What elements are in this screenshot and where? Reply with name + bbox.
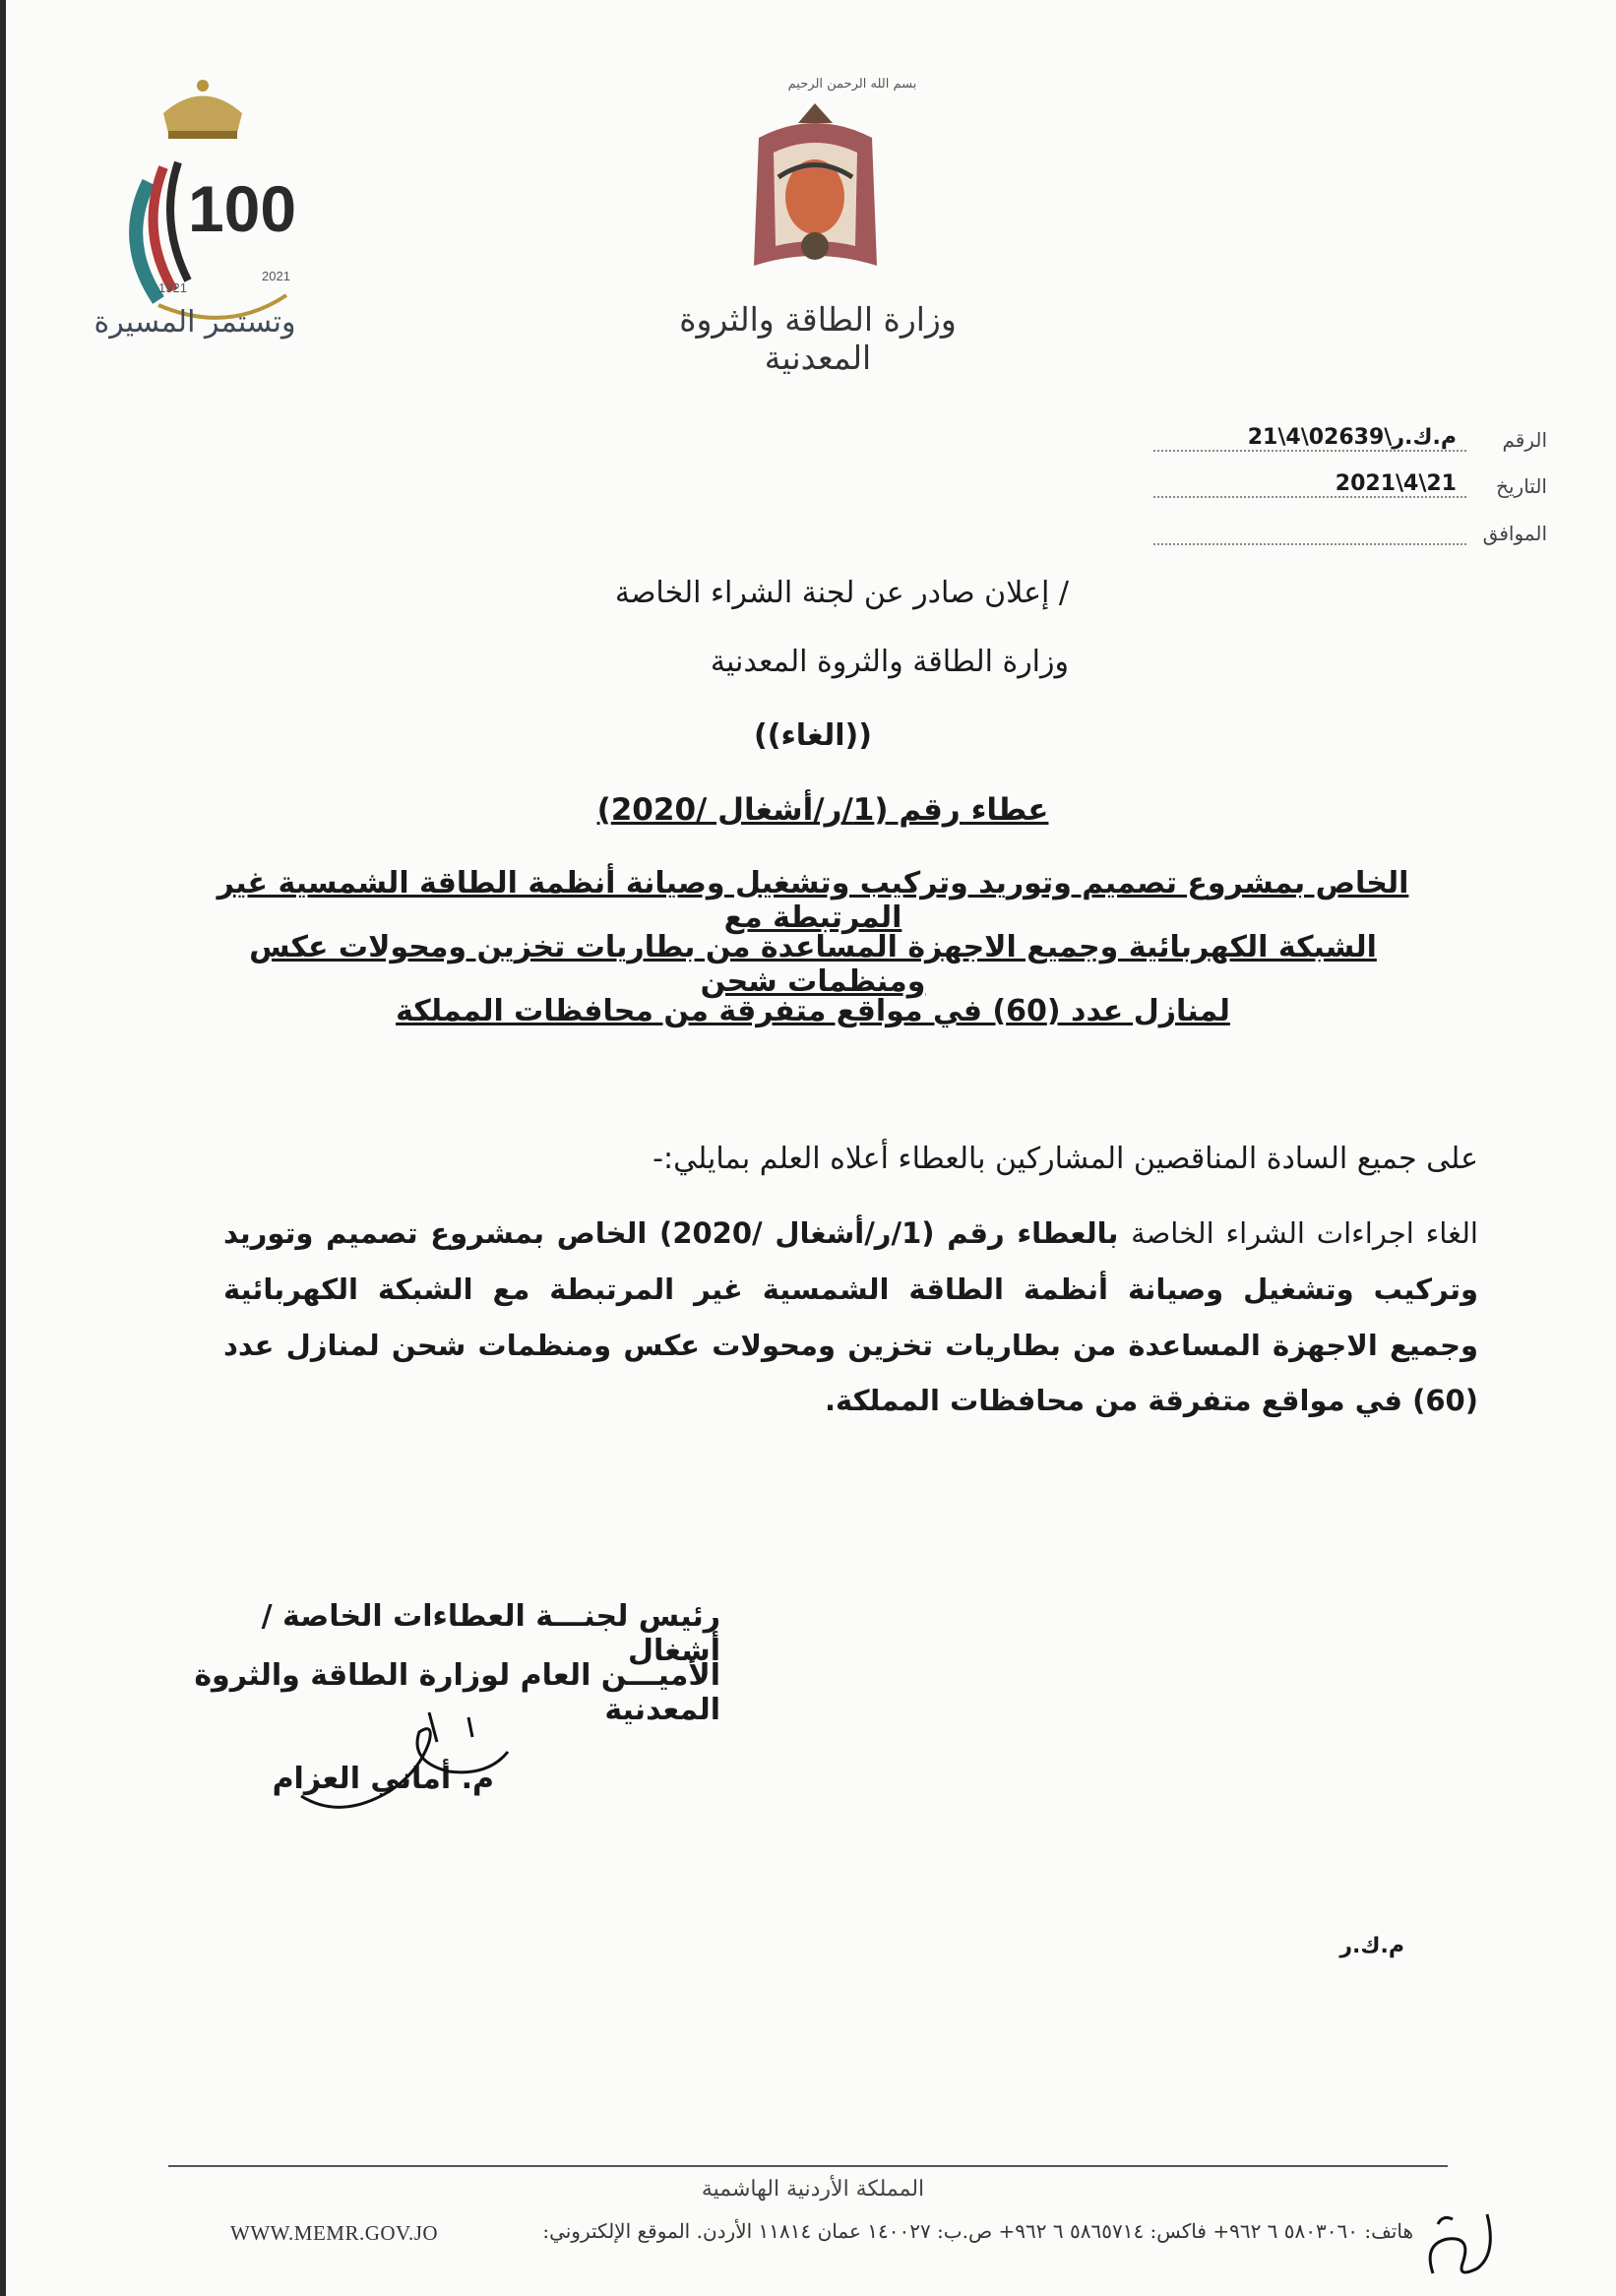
signatory-name: م. أماني العزام <box>272 1762 494 1796</box>
reference-corresponding-row <box>1153 502 1547 545</box>
notice-title-line1: إعلان صادر عن لجنة الشراء الخاصة / <box>614 576 1069 610</box>
coat-of-arms-icon <box>739 98 892 285</box>
addressee-line: على جميع السادة المناقصين المشاركين بالعطاء أعلاه العلم بمايلي:- <box>653 1142 1478 1176</box>
centenary-year-start: 1921 <box>158 280 187 295</box>
body-paragraph <box>223 1206 1478 1429</box>
footer-contact: هاتف: ٥٨٠٣٠٦٠ ٦ ٩٦٢+ فاكس: ٥٨٦٥٧١٤ ٦ ٩٦٢+ ص.ب: ١٤٠٠٢٧ عمان ١١٨١٤ الأردن. الموقع الإلكتروني: <box>542 2219 1413 2243</box>
tender-number: عطاء رقم (1/ر/أشغال /2020) <box>596 792 1049 828</box>
cancellation-label: ((الغاء)) <box>754 718 872 753</box>
subject-line: الشبكة الكهربائية وجميع الاجهزة المساعدة من بطاريات تخزين ومحولات عكس ومنظمات شحن <box>249 930 1377 999</box>
reference-date-row <box>1153 455 1547 498</box>
body-text-plain: الغاء اجراءات الشراء الخاصة <box>1131 1216 1478 1250</box>
handwritten-initial-mark <box>1403 2185 1512 2293</box>
centenary-caption: وتستمر المسيرة <box>93 305 296 340</box>
reference-corresponding-value <box>1153 543 1466 545</box>
reference-number-value: م.ك.ر\02639\4\21 <box>1153 425 1466 452</box>
footer-country: المملكة الأردنية الهاشمية <box>701 2177 925 2202</box>
reference-number-row <box>1153 408 1547 452</box>
crown-icon <box>163 80 242 139</box>
basmala: بسم الله الرحمن الرحيم <box>787 77 917 92</box>
reference-initials: م.ك.ر <box>1339 1934 1404 1958</box>
subject-line: لمنازل عدد (60) في مواقع متفرقة من محافظات المملكة <box>396 994 1230 1028</box>
signatory-title-line2: الأميـــن العام لوزارة الطاقة والثروة المعدنية <box>194 1658 720 1727</box>
footer-website-link[interactable]: WWW.MEMR.GOV.JO <box>230 2221 439 2245</box>
reference-date-label: التاريخ <box>1496 474 1547 498</box>
reference-number-label: الرقم <box>1502 428 1547 452</box>
ministry-header: وزارة الطاقة والثروة المعدنية <box>679 300 957 377</box>
signatory-title-line1: رئيس لجنـــة العطاءات الخاصة / أشغال <box>261 1599 720 1668</box>
body-text-bold: بالعطاء رقم (1/ر/أشغال /2020) الخاص بمشروع تصميم وتوريد وتركيب وتشغيل وصيانة أنظمة الطاقة الشمسية غير المرتبطة مع الشبكة الكهربائية وجميع الاجهزة المساعدة من بطاريات تخزين ومحولات عكس ومنظمات شحن لمنازل عدد (60) في مواقع متفرقة من محافظات المملكة. <box>223 1216 1478 1418</box>
handwritten-signature <box>281 1703 528 1831</box>
centenary-year-end: 2021 <box>262 269 290 283</box>
subject-line: الخاص بمشروع تصميم وتوريد وتركيب وتشغيل وصيانة أنظمة الطاقة الشمسية غير المرتبطة مع <box>217 866 1409 935</box>
footer-divider <box>168 2165 1448 2167</box>
notice-title-line2: وزارة الطاقة والثروة المعدنية <box>710 645 1069 679</box>
centenary-number: 100 <box>187 172 297 245</box>
reference-corresponding-label: الموافق <box>1482 522 1547 545</box>
reference-date-value: 2021\4\21 <box>1153 471 1466 498</box>
